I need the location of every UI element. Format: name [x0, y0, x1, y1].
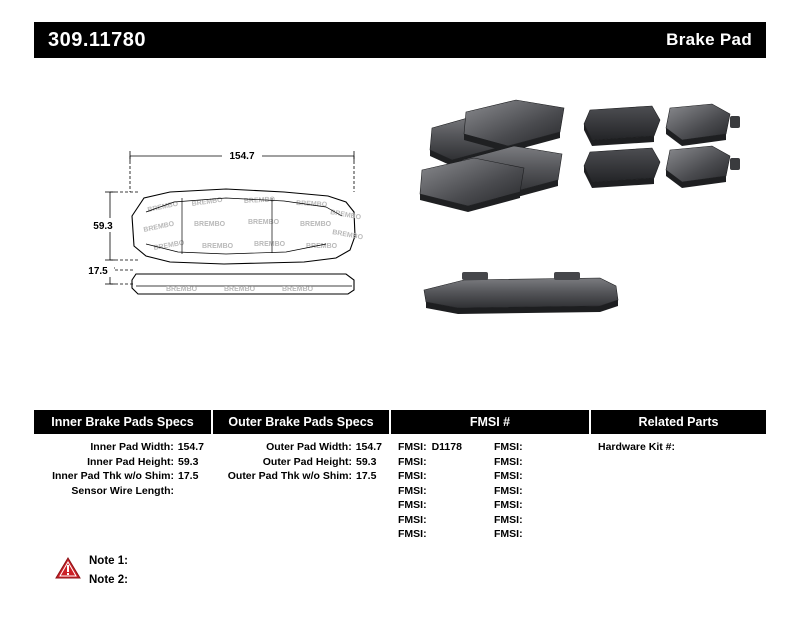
- outer-specs-list: [212, 440, 390, 484]
- inner-pad-thickness-value: 17.5: [178, 470, 199, 482]
- cell-inner-specs: [34, 434, 212, 542]
- list-item: [398, 527, 494, 542]
- list-item: [212, 455, 390, 470]
- part-number: 309.11780: [48, 28, 146, 51]
- outer-pad-thickness-value: 17.5: [356, 470, 377, 482]
- svg-text:BREMBO: BREMBO: [153, 239, 185, 252]
- outer-pad-width-value: 154.7: [355, 441, 382, 453]
- list-item: [212, 440, 390, 455]
- svg-text:BREMBO: BREMBO: [202, 243, 234, 250]
- pad-photo-edge-view: [424, 272, 618, 314]
- note-1: Note 1:: [89, 555, 128, 567]
- svg-text:BREMBO: BREMBO: [194, 221, 226, 228]
- fmsi-label: FMSI:: [494, 441, 523, 453]
- height-dimension-label: 59.3: [93, 221, 113, 232]
- header-fmsi: FMSI #: [390, 410, 590, 434]
- thickness-dimension-label: 17.5: [88, 266, 108, 277]
- list-item: [398, 469, 494, 484]
- pad-side-watermark: [166, 286, 314, 293]
- list-item: [34, 455, 212, 470]
- outer-pad-width-label: Outer Pad Width:: [266, 441, 352, 453]
- warning-triangle-icon: [55, 556, 81, 580]
- list-item: [398, 498, 494, 513]
- pad-photo-cluster-right: [584, 104, 740, 188]
- svg-text:BREMBO: BREMBO: [166, 286, 198, 293]
- outer-pad-height-label: Outer Pad Height:: [262, 455, 352, 468]
- list-item: [494, 513, 590, 528]
- inner-specs-list: [34, 440, 212, 498]
- inner-pad-width-label: Inner Pad Width:: [90, 441, 174, 453]
- cell-fmsi: [390, 434, 590, 542]
- list-item: [34, 440, 212, 455]
- fmsi-label: FMSI:: [398, 441, 427, 453]
- fmsi-label: FMSI:: [494, 499, 523, 511]
- fmsi-label: FMSI:: [494, 484, 523, 497]
- list-item: [494, 498, 590, 513]
- svg-text:BREMBO: BREMBO: [248, 219, 280, 226]
- list-item: [494, 469, 590, 484]
- svg-text:BREMBO: BREMBO: [146, 200, 179, 214]
- svg-text:BREMBO: BREMBO: [282, 286, 314, 293]
- fmsi-label: FMSI:: [398, 455, 427, 468]
- fmsi-label: FMSI:: [494, 470, 523, 482]
- technical-drawing: [74, 140, 384, 340]
- fmsi-column-right: [494, 440, 590, 542]
- width-dimension-label: 154.7: [229, 151, 255, 162]
- list-item: [212, 469, 390, 484]
- list-item: [34, 469, 212, 484]
- fmsi-label: FMSI:: [398, 484, 427, 497]
- list-item: [598, 440, 766, 455]
- svg-text:BREMBO: BREMBO: [254, 241, 286, 248]
- list-item: [494, 455, 590, 470]
- svg-text:BREMBO: BREMBO: [224, 286, 256, 293]
- list-item: [494, 484, 590, 499]
- header-inner-specs: Inner Brake Pads Specs: [34, 410, 212, 434]
- header-related-parts: Related Parts: [590, 410, 766, 434]
- outer-pad-height-value: 59.3: [356, 455, 377, 468]
- svg-text:BREMBO: BREMBO: [295, 200, 328, 209]
- cell-related-parts: [590, 434, 766, 542]
- notes-section: [55, 552, 128, 590]
- list-item: [34, 484, 212, 499]
- note-2: Note 2:: [89, 574, 128, 586]
- list-item: [494, 440, 590, 455]
- fmsi-label: FMSI:: [398, 499, 427, 511]
- fmsi-value: D1178: [431, 441, 462, 453]
- table-body-row: [34, 434, 766, 542]
- part-type-label: Brake Pad: [666, 30, 752, 49]
- inner-pad-height-value: 59.3: [178, 455, 199, 468]
- list-item: [494, 527, 590, 542]
- fmsi-label: FMSI:: [398, 513, 427, 526]
- fmsi-label: FMSI:: [494, 528, 523, 540]
- list-item: [398, 484, 494, 499]
- cell-outer-specs: [212, 434, 390, 542]
- hardware-kit-label: Hardware Kit #:: [598, 441, 676, 453]
- fmsi-column-left: [398, 440, 494, 542]
- inner-pad-height-label: Inner Pad Height:: [87, 455, 174, 468]
- svg-text:BREMBO: BREMBO: [331, 229, 364, 242]
- sensor-wire-length-value: [178, 484, 204, 499]
- specifications-table: [34, 410, 766, 542]
- pad-photo-cluster-left: [420, 100, 564, 212]
- list-item: [398, 513, 494, 528]
- svg-text:BREMBO: BREMBO: [191, 196, 224, 208]
- svg-text:BREMBO: BREMBO: [142, 220, 175, 234]
- list-item: [398, 440, 494, 455]
- fmsi-label: FMSI:: [494, 513, 523, 526]
- svg-text:BREMBO: BREMBO: [243, 196, 276, 205]
- brake-pad-photo-group: [404, 90, 764, 390]
- fmsi-label: FMSI:: [398, 528, 427, 540]
- header-outer-specs: Outer Brake Pads Specs: [212, 410, 390, 434]
- outer-pad-thickness-label: Outer Pad Thk w/o Shim:: [227, 470, 352, 482]
- svg-text:BREMBO: BREMBO: [306, 243, 338, 250]
- sensor-wire-length-label: Sensor Wire Length:: [71, 484, 174, 497]
- table-header-row: [34, 410, 766, 434]
- list-item: [398, 455, 494, 470]
- fmsi-label: FMSI:: [398, 470, 427, 482]
- document-header: [34, 22, 766, 58]
- product-illustration-area: [34, 70, 766, 390]
- svg-text:BREMBO: BREMBO: [300, 221, 332, 228]
- svg-text:BREMBO: BREMBO: [329, 209, 362, 222]
- fmsi-label: FMSI:: [494, 455, 523, 468]
- inner-pad-width-value: 154.7: [177, 441, 204, 453]
- inner-pad-thickness-label: Inner Pad Thk w/o Shim:: [52, 470, 174, 482]
